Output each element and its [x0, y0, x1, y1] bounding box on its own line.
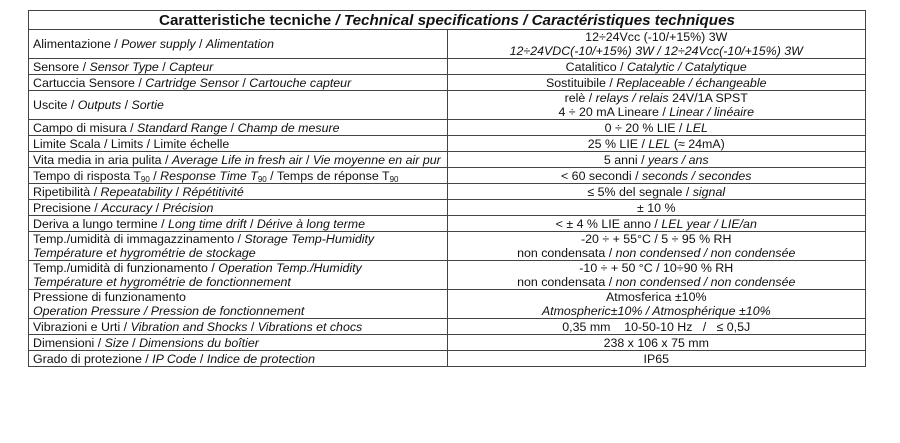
table-row — [29, 261, 866, 290]
table-row — [29, 168, 866, 184]
spec-value: 5 anni / years / ans — [447, 152, 866, 168]
table-row — [29, 351, 866, 367]
spec-label: Campo di misura / Standard Range / Champ de mesure — [29, 120, 448, 136]
spec-value: Sostituibile / Replaceable / échangeable — [447, 75, 866, 91]
table-row — [29, 75, 866, 91]
spec-value: 238 x 106 x 75 mm — [447, 335, 866, 351]
spec-value: ≤ 5% del segnale / signal — [447, 184, 866, 200]
spec-table — [28, 10, 866, 367]
spec-value: Catalitico / Catalytic / Catalytique — [447, 59, 866, 75]
spec-label: Grado di protezione / IP Code / Indice de protection — [29, 351, 448, 367]
spec-label: Temp./umidità di funzionamento / Operation Temp./Humidity Température et hygrométrie de fonctionnement — [29, 261, 448, 290]
spec-label: Limite Scala / Limits / Limite échelle — [29, 136, 448, 152]
spec-label: Cartuccia Sensore / Cartridge Sensor / Cartouche capteur — [29, 75, 448, 91]
spec-label: Temp./umidità di immagazzinamento / Storage Temp-Humidity Température et hygrométrie de stockage — [29, 232, 448, 261]
spec-label: Alimentazione / Power supply / Alimentation — [29, 30, 448, 59]
spec-label: Deriva a lungo termine / Long time drift / Dérive à long terme — [29, 216, 448, 232]
table-row — [29, 184, 866, 200]
spec-label: Vibrazioni e Urti / Vibration and Shocks / Vibrations et chocs — [29, 319, 448, 335]
spec-label: Tempo di risposta $T_{90}$ / Response Time $T_{90}$ / Temps de réponse $T_{90}$ — [29, 168, 448, 184]
spec-label: Dimensioni / Size / Dimensions du boîtier — [29, 335, 448, 351]
spec-sheet — [28, 10, 866, 367]
table-row — [29, 290, 866, 319]
spec-label: Ripetibilità / Repeatability / Répétitivité — [29, 184, 448, 200]
spec-value: Atmosferica ±10% Atmospheric±10% / Atmosphérique ±10% — [447, 290, 866, 319]
table-row — [29, 200, 866, 216]
spec-value: ± 10 % — [447, 200, 866, 216]
spec-value: relè / relays / relais 24V/1A SPST 4 ÷ 20 mA Lineare / Linear / linéaire — [447, 91, 866, 120]
table-title: Caratteristiche tecniche / Technical specifications / Caractéristiques techniques — [29, 11, 866, 30]
spec-value: < 60 secondi / seconds / secondes — [447, 168, 866, 184]
table-row — [29, 30, 866, 59]
spec-value: -20 ÷ + 55°C / 5 ÷ 95 % RH non condensata / non condensed / non condensée — [447, 232, 866, 261]
spec-value: IP65 — [447, 351, 866, 367]
spec-value: 25 % LIE / LEL (≈ 24mA) — [447, 136, 866, 152]
table-row — [29, 152, 866, 168]
spec-label: Sensore / Sensor Type / Capteur — [29, 59, 448, 75]
table-row — [29, 335, 866, 351]
table-row — [29, 216, 866, 232]
spec-value: < ± 4 % LIE anno / LEL year / LIE/an — [447, 216, 866, 232]
table-row — [29, 120, 866, 136]
table-row — [29, 232, 866, 261]
spec-value: 12÷24Vcc (-10/+15%) 3W 12÷24VDC(-10/+15%) 3W / 12÷24Vcc(-10/+15%) 3W — [447, 30, 866, 59]
spec-label: Vita media in aria pulita / Average Life in fresh air / Vie moyenne en air pur — [29, 152, 448, 168]
table-row — [29, 319, 866, 335]
spec-label: Pressione di funzionamento Operation Pressure / Pression de fonctionnement — [29, 290, 448, 319]
spec-value: 0,35 mm 10-50-10 Hz / ≤ 0,5J — [447, 319, 866, 335]
table-row — [29, 91, 866, 120]
spec-value: 0 ÷ 20 % LIE / LEL — [447, 120, 866, 136]
spec-value: -10 ÷ + 50 °C / 10÷90 % RH non condensata / non condensed / non condensée — [447, 261, 866, 290]
spec-label: Uscite / Outputs / Sortie — [29, 91, 448, 120]
spec-label: Precisione / Accuracy / Précision — [29, 200, 448, 216]
table-row — [29, 59, 866, 75]
table-row — [29, 136, 866, 152]
